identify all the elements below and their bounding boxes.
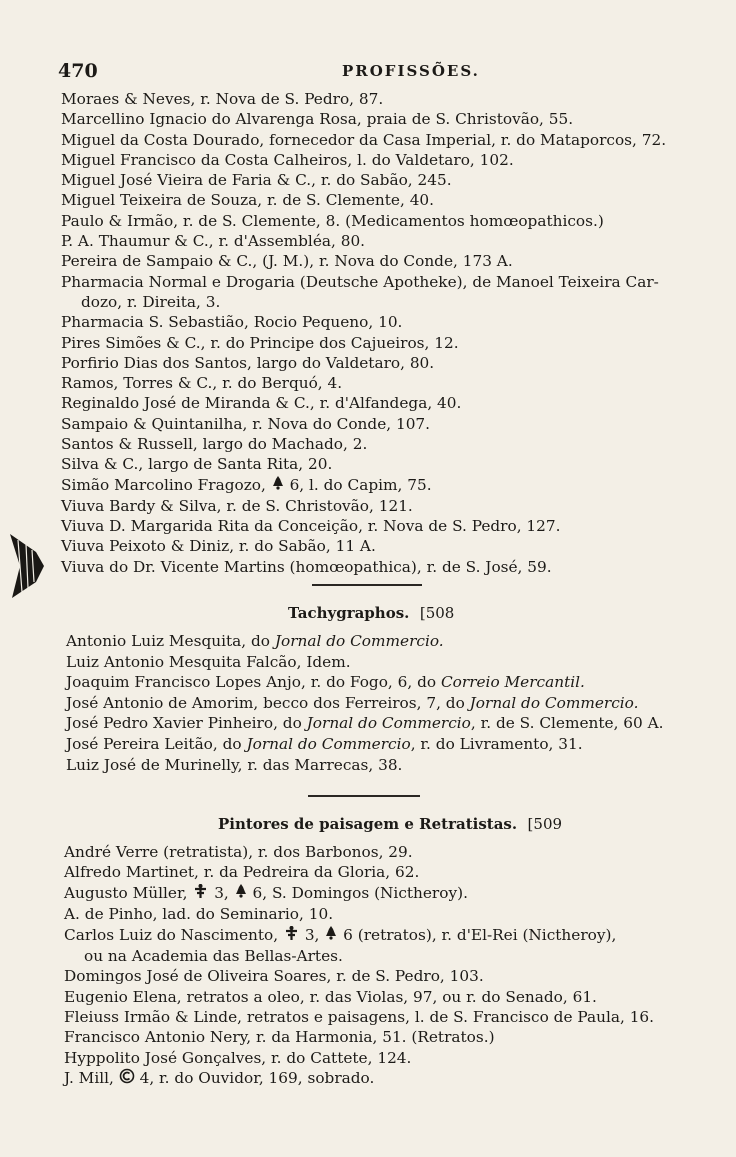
list-item: Moraes & Neves, r. Nova de S. Pedro, 87. [61, 90, 384, 108]
list-item: Fleiuss Irmão & Linde, retratos e paisagens, l. de S. Francisco de Paula, 16. [64, 1008, 655, 1027]
section-tachygraphos [66, 631, 696, 775]
list-item: Pires Simões & C., r. do Principe dos Cajueiros, 12. [61, 333, 459, 352]
list-item: Paulo & Irmão, r. de S. Clemente, 8. (Medicamentos homœopathicos.) [61, 211, 604, 230]
list-item: P. A. Thaumur & C., r. d'Assembléa, 80. [61, 232, 366, 251]
list-item: Pereira de Sampaio & C., (J. M.), r. Nova do Conde, 173 A. [61, 252, 513, 271]
section-pintores [64, 842, 704, 1090]
section-number: [508 [419, 604, 455, 622]
entry-name: Simão Marcolino Fragozo, [61, 475, 271, 494]
list-item: Viuva do Dr. Vicente Martins (homœopathica), r. de S. José, 59. [61, 557, 552, 576]
list-item: André Verre (retratista), r. dos Barbonos, 29. [64, 843, 413, 861]
cross-icon [192, 883, 209, 904]
section-heading-pintores: Pintores de paisagem e Retratistas. [509 [218, 815, 563, 833]
list-item: Miguel Teixeira de Souza, r. de S. Clemente, 40. [61, 191, 435, 210]
list-item: Eugenio Elena, retratos a oleo, r. das Violas, 97, ou r. do Senado, 61. [64, 987, 597, 1006]
list-item: Sampaio & Quintanilha, r. Nova do Conde, 107. [61, 414, 431, 433]
entry-address: 6, l. do Capim, 75. [284, 475, 432, 494]
list-item: Augusto Müller, 3, 6, S. Domingos (Nictheroy). [64, 883, 704, 905]
page-header [58, 60, 678, 84]
list-item: José Antonio de Amorim, becco dos Ferreiros, 7, do Jornal do Commercio. [66, 693, 639, 712]
list-item: Viuva Peixoto & Diniz, r. do Sabão, 11 A. [61, 537, 376, 556]
list-item: Miguel da Costa Dourado, fornecedor da Casa Imperial, r. do Mataporcos, 72. [61, 130, 667, 149]
list-item: José Pedro Xavier Pinheiro, do Jornal do Commercio, r. de S. Clemente, 60 A. [66, 714, 664, 733]
bell-icon [234, 883, 248, 903]
page-edge-ornament-icon [6, 530, 48, 602]
bell-icon [271, 475, 285, 495]
list-item: A. de Pinho, lad. do Seminario, 10. [64, 905, 334, 924]
list-item: Domingos José de Oliveira Soares, r. de S. Pedro, 103. [64, 967, 484, 986]
list-item [61, 475, 691, 496]
list-item: Hyppolito José Gonçalves, r. do Cattete, 124. [64, 1048, 412, 1067]
list-item: Miguel Francisco da Costa Calheiros, l. do Valdetaro, 102. [61, 150, 514, 169]
list-item: Marcellino Ignacio do Alvarenga Rosa, praia de S. Christovão, 55. [61, 110, 574, 129]
list-item: Joaquim Francisco Lopes Anjo, r. do Fogo, 6, do Correio Mercantil. [66, 673, 585, 692]
list-item: Pharmacia S. Sebastião, Rocio Pequeno, 10. [61, 313, 403, 332]
list-item: Alfredo Martinet, r. da Pedreira da Gloria, 62. [64, 863, 420, 882]
list-item: Silva & C., largo de Santa Rita, 20. [61, 455, 333, 474]
list-item: Luiz Antonio Mesquita Falcão, Idem. [66, 652, 351, 671]
section-pharmacies [61, 89, 691, 577]
list-item: Antonio Luiz Mesquita, do Jornal do Commercio. [66, 632, 444, 650]
bell-icon [324, 925, 338, 945]
section-divider [312, 584, 422, 586]
page-number: 470 [58, 60, 98, 82]
running-title: PROFISSÕES. [342, 62, 480, 80]
list-item: Porfirio Dias dos Santos, largo do Valdetaro, 80. [61, 353, 435, 372]
list-item-continuation: ou na Academia das Bellas-Artes. [84, 947, 343, 966]
list-item: Luiz José de Murinelly, r. das Marrecas, 38. [66, 755, 403, 774]
list-item: Reginaldo José de Miranda & C., r. d'Alfandega, 40. [61, 394, 462, 413]
cross-icon [283, 925, 300, 946]
list-item: José Pereira Leitão, do Jornal do Commercio, r. do Livramento, 31. [66, 734, 583, 753]
section-number: [509 [527, 815, 563, 833]
list-item: Carlos Luiz do Nascimento, 3, 6 (retratos), r. d'El-Rei (Nictheroy), [64, 925, 704, 947]
list-item: J. Mill, 4, r. do Ouvidor, 169, sobrado. [64, 1068, 704, 1090]
list-item: Francisco Antonio Nery, r. da Harmonia, 51. (Retratos.) [64, 1028, 495, 1047]
list-item: Pharmacia Normal e Drogaria (Deutsche Apotheke), de Manoel Teixeira Car- [61, 272, 659, 291]
list-item-continuation: dozo, r. Direita, 3. [81, 292, 221, 311]
list-item: Ramos, Torres & C., r. do Berquó, 4. [61, 374, 343, 393]
list-item: Santos & Russell, largo do Machado, 2. [61, 435, 368, 454]
seal-icon [119, 1068, 135, 1089]
section-heading-tachygraphos: Tachygraphos. [508 [288, 604, 455, 622]
list-item: Miguel José Vieira de Faria & C., r. do Sabão, 245. [61, 171, 452, 190]
list-item: Viuva D. Margarida Rita da Conceição, r. Nova de S. Pedro, 127. [61, 517, 561, 536]
list-item: Viuva Bardy & Silva, r. de S. Christovão, 121. [61, 496, 413, 515]
section-divider [308, 795, 420, 797]
